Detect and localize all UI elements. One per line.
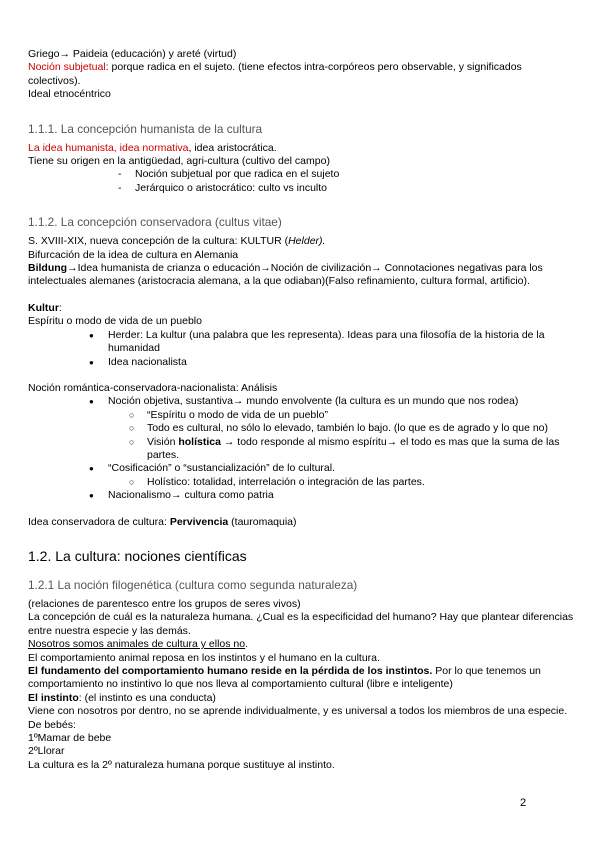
romantica-line: Noción romántica-conservadora-nacionalista: Análisis [28,381,278,394]
s121-line-3 [28,638,576,651]
intro-line-2 [28,61,576,88]
idea-humanista-label: La idea humanista, idea normativa [28,141,189,154]
fundamento-bold: El fundamento del comportamiento humano reside en la pérdida de los instintos. [28,665,433,677]
document-page [28,48,576,772]
vision-rest: → todo responde al mismo espíritu→ el todo es mas que la suma de las partes. [147,435,560,461]
list-item: ○ “Espíritu o modo de vida de un pueblo” [28,409,576,422]
list-item: ● Herder: La kultur (una palabra que les representa). Ideas para una filosofía de la historia de la humanidad [28,329,576,356]
list-item [28,436,576,463]
s121-line-8: De bebés: [28,718,76,731]
s121-line-10: 2ºLlorar [28,745,65,758]
s121-line-4: El comportamiento animal reposa en los instintos y el humano en la cultura. [28,651,380,664]
heading-1-2-1: 1.2.1 La noción filogenética (cultura como segunda naturaleza) [28,577,358,592]
romantica-bullet-1: Noción objetiva, sustantiva→ mundo envolvente (la cultura es un mundo que nos rodea) [108,395,519,408]
s111-bullet-list [28,168,576,195]
s121-line-6-rest: : (el instinto es una conducta) [78,691,216,704]
s121-line-9: 1ºMamar de bebe [28,732,112,745]
s121-line-5 [28,665,576,692]
list-item: ○ Holístico: totalidad, interrelación o integración de las partes. [28,476,576,489]
instinto-term: El instinto [28,691,79,704]
bildung-paragraph [28,262,576,289]
romantica-bullet-list [28,395,576,502]
tauromaquia-text: (tauromaquia) [228,515,297,528]
intro-line-3: Ideal etnocéntrico [28,88,111,101]
s112-line-1 [28,235,576,248]
heading-1-1-1: 1.1.1. La concepción humanista de la cultura [28,121,263,136]
list-item: - Jerárquico o aristocrático: culto vs inculto [28,182,576,195]
s121-line-2: La concepción de cuál es la naturaleza humana. ¿Cual es la especificidad del humano? Hay que plantear diferencias entre nuestra especie y las demás. [28,611,574,637]
s111-line-1 [28,142,576,155]
holistica-term: holística [178,435,221,448]
s121-line-6 [28,692,576,705]
kultur-bullet-list [28,329,576,369]
s121-line-11: La cultura es la 2º naturaleza humana porque sustituye al instinto. [28,758,335,771]
s112-line-2: Bifurcación de la idea de cultura en Alemania [28,248,239,261]
romantica-sublist-2 [108,476,576,489]
idea-conservadora-text: Idea conservadora de cultura: [28,515,170,528]
vision-text: Visión [147,435,179,448]
bildung-text: →Idea humanista de crianza o educación→Noción de civilización→ Connotaciones negativas para los intelectuales alemanes (aristocracia alemana, a la que odiaban)(Falso refinamiento, cultura formal, artificio). [28,262,543,288]
kultur-definition: Espíritu o modo de vida de un pueblo [28,315,202,328]
nocion-subjetual-label: Noción subjetual [28,61,106,74]
kultur-term-line [28,302,576,315]
list-item: - Noción subjetual por que radica en el sujeto [28,168,576,181]
s121-line-7: Viene con nosotros por dentro, no se aprende individualmente, y es universal a todos los miembros de una especie. [28,705,568,718]
helder-italic: Helder). [288,235,326,248]
pervivencia-term: Pervivencia [169,515,229,528]
list-item [28,395,576,462]
heading-1-2: 1.2. La cultura: nociones científicas [28,547,247,564]
kultur-term: Kultur [28,301,59,314]
idea-conservadora-line [28,516,576,529]
list-item: ● Nacionalismo→ cultura como patria [28,489,576,502]
list-item: ○ Todo es cultural, no sólo lo elevado, también lo bajo. (lo que es de agrado y lo que no) [28,422,576,435]
s121-line-5-rest: Por lo que tenemos un comportamiento no instintivo lo que nos lleva al comportamiento cultural (libre e inteligente) [28,665,541,691]
list-item [28,462,576,489]
bildung-term: Bildung [28,262,68,275]
animales-de-cultura-underlined: Nosotros somos animales de cultura y ellos no [28,638,246,651]
romantica-sublist-1 [108,409,576,463]
kultur-colon: : [58,301,62,314]
intro-line-2-text: : porque radica en el sujeto. (tiene efectos intra-corpóreos pero observable, y significados colectivos). [28,61,522,87]
romantica-bullet-2: “Cosificación” o “sustancialización” de lo cultural. [108,462,336,475]
s112-line-1-text: S. XVIII-XIX, nueva concepción de la cultura: KULTUR ( [28,235,289,248]
page-number: 2 [520,797,527,809]
heading-1-1-2: 1.1.2. La concepción conservadora (cultus vitae) [28,215,282,230]
intro-line-1: Griego→ Paideia (educación) y areté (virtud) [28,48,237,60]
s111-line-2: Tiene su origen en la antigüedad, agri-cultura (cultivo del campo) [28,155,330,168]
s121-line-3-rest: . [245,638,249,651]
s121-line-1: (relaciones de parentesco entre los grupos de seres vivos) [28,597,301,610]
list-item: ● Idea nacionalista [28,356,576,369]
s111-line-1-rest: , idea aristocrática. [188,141,277,154]
